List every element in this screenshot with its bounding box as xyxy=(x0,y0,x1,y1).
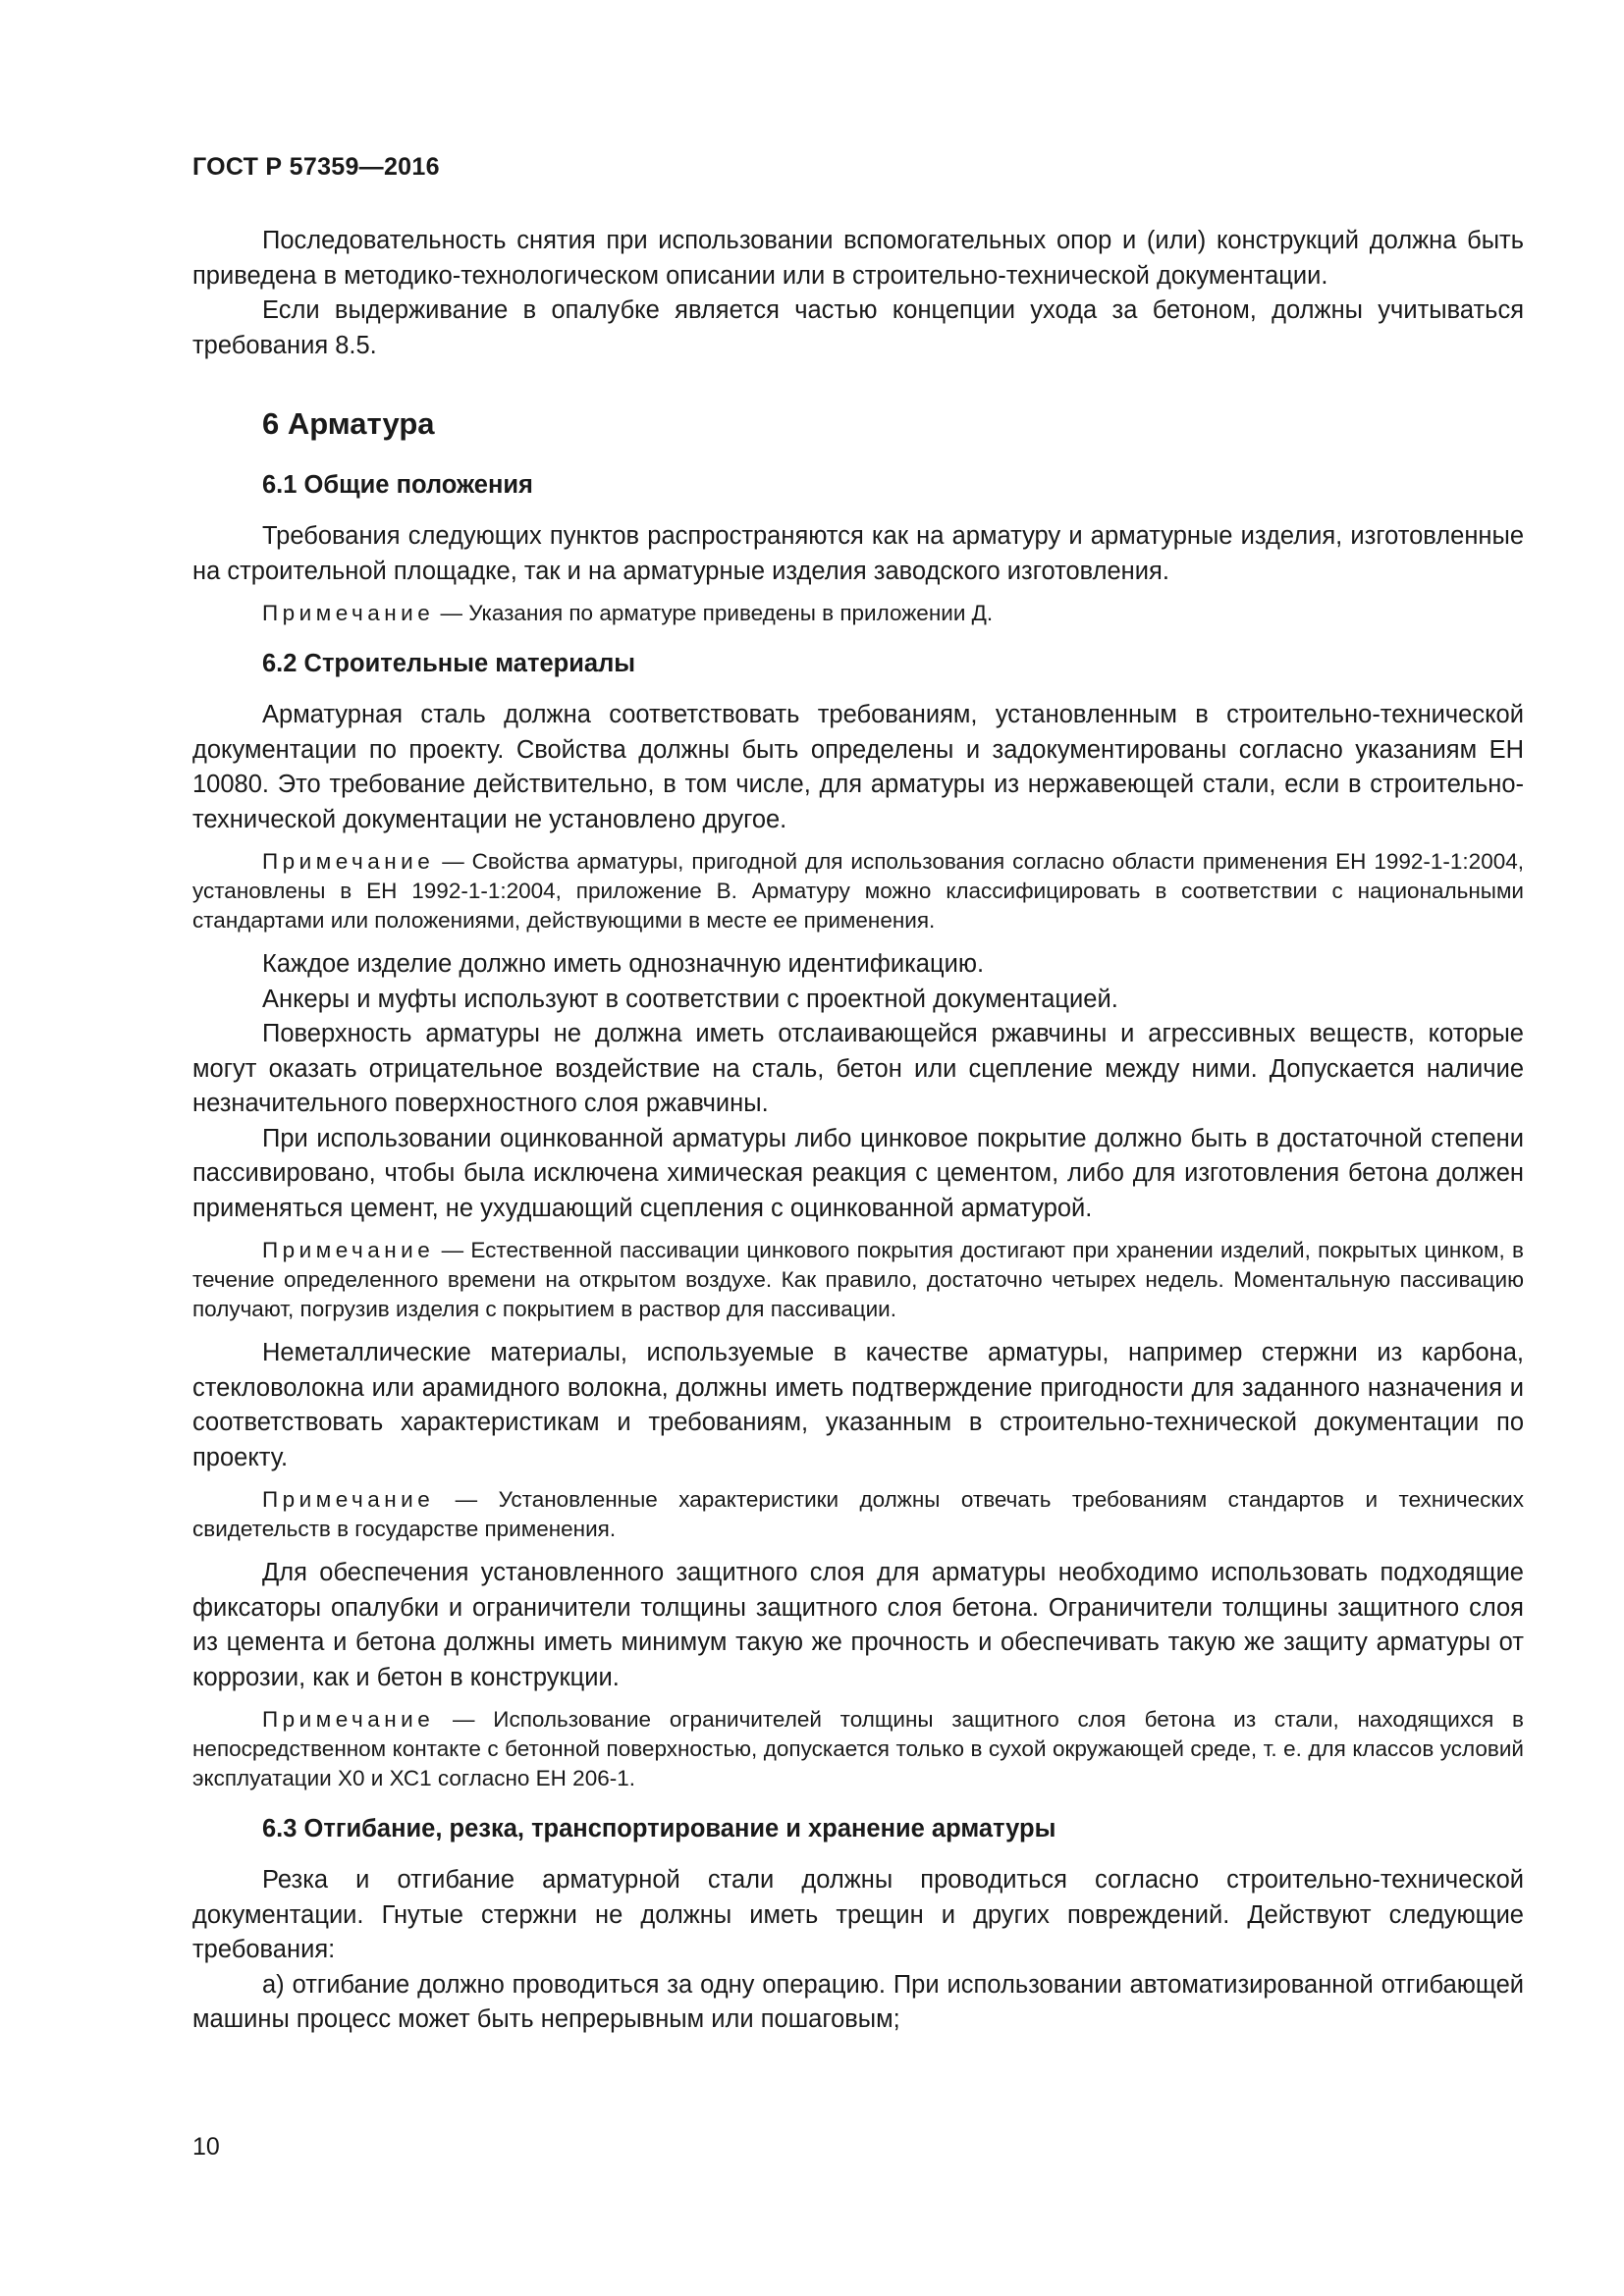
section-6-3-item-a: а) отгибание должно проводиться за одну операцию. При использовании автоматизированной отгибающей машины процесс может быть непрерывным или пошаговым; xyxy=(192,1970,1524,2033)
section-6-2-paragraph-5: При использовании оцинкованной арматуры либо цинковое покрытие должно быть в достаточной степени пассивировано, чтобы была исключена химическая реакция с цементом, либо для изготовления бетона должен применяться цемент, не ухудшающий сцепления с оцинкованной арматурой. xyxy=(192,1124,1524,1222)
section-6-2-note-4 xyxy=(192,1705,1524,1793)
section-6-1-note xyxy=(192,599,1524,628)
note-label: Примечание xyxy=(262,849,435,874)
note-label: Примечание xyxy=(262,1487,435,1512)
document-code-header: ГОСТ Р 57359—2016 xyxy=(192,153,440,181)
section-6-2-paragraph-3: Анкеры и муфты используют в соответствии с проектной документацией. xyxy=(262,985,1118,1013)
section-6-2-heading: 6.2 Строительные материалы xyxy=(262,650,636,677)
section-6-2-note-3 xyxy=(192,1485,1524,1544)
document-body xyxy=(192,224,1524,2038)
section-6-2-note-1 xyxy=(192,847,1524,935)
section-6-heading: 6 Арматура xyxy=(262,406,435,441)
section-6-2-note-2 xyxy=(192,1236,1524,1324)
note-label: Примечание xyxy=(262,601,435,625)
section-6-1-heading: 6.1 Общие положения xyxy=(262,471,533,499)
note-label: Примечание xyxy=(262,1238,435,1262)
section-6-1-paragraph: Требования следующих пунктов распространяются как на арматуру и арматурные изделия, изготовленные на строительной площадке, так и на арматурные изделия заводского изготовления. xyxy=(192,522,1524,585)
note-text: — Указания по арматуре приведены в приложении Д. xyxy=(434,601,994,625)
note-text: — Свойства арматуры, пригодной для использования согласно области применения ЕН 1992-1-1:2004, установлены в ЕН 1992-1-1:2004, приложение В. Арматуру можно классифицировать в соответствии с национальными стандартами или положениями, действующими в месте ее применения. xyxy=(192,849,1524,933)
section-6-3-paragraph-1: Резка и отгибание арматурной стали должны проводиться согласно строительно-технической документации. Гнутые стержни не должны иметь трещин и других повреждений. Действуют следующие требования: xyxy=(192,1866,1524,1963)
section-6-3-heading: 6.3 Отгибание, резка, транспортирование и хранение арматуры xyxy=(262,1815,1056,1842)
note-text: — Установленные характеристики должны отвечать требованиям стандартов и технических свидетельств в государстве применения. xyxy=(192,1487,1524,1541)
page-number: 10 xyxy=(192,2133,220,2161)
section-6-2-paragraph-2: Каждое изделие должно иметь однозначную идентификацию. xyxy=(262,950,985,978)
note-text: — Естественной пассивации цинкового покрытия достигают при хранении изделий, покрытых цинком, в течение определенного времени на открытом воздухе. Как правило, достаточно четырех недель. Моментальную пассивацию получают, погрузив изделия с покрытием в раствор для пассивации. xyxy=(192,1238,1524,1321)
section-6-2-paragraph-1: Арматурная сталь должна соответствовать требованиям, установленным в строительно-технической документации по проекту. Свойства должны быть определены и задокументированы согласно указаниям ЕН 10080. Это требование действительно, в том числе, для арматуры из нержавеющей стали, если в строительно-технической документации не установлено другое. xyxy=(192,701,1524,833)
section-6-2-paragraph-6: Неметаллические материалы, используемые в качестве арматуры, например стержни из карбона, стекловолокна или арамидного волокна, должны иметь подтверждение пригодности для заданного назначения и соответствовать характеристикам и требованиям, указанным в строительно-технической документации по проекту. xyxy=(192,1339,1524,1471)
note-text: — Использование ограничителей толщины защитного слоя бетона из стали, находящихся в непосредственном контакте с бетонной поверхностью, допускается только в сухой окружающей среде, т. е. для классов условий эксплуатации Х0 и ХС1 согласно ЕН 206-1. xyxy=(192,1707,1524,1790)
note-label: Примечание xyxy=(262,1707,435,1732)
section-6-2-paragraph-7: Для обеспечения установленного защитного слоя для арматуры необходимо использовать подходящие фиксаторы опалубки и ограничители толщины защитного слоя бетона. Ограничители толщины защитного слоя из цемента и бетона должны иметь минимум такую же прочность и обеспечивать такую же защиту арматуры от коррозии, как и бетон в конструкции. xyxy=(192,1559,1524,1691)
intro-paragraph-2: Если выдерживание в опалубке является частью концепции ухода за бетоном, должны учитываться требования 8.5. xyxy=(192,296,1524,359)
section-6-2-paragraph-4: Поверхность арматуры не должна иметь отслаивающейся ржавчины и агрессивных веществ, которые могут оказать отрицательное воздействие на сталь, бетон или сцепление между ними. Допускается наличие незначительного поверхностного слоя ржавчины. xyxy=(192,1020,1524,1117)
intro-paragraph-1: Последовательность снятия при использовании вспомогательных опор и (или) конструкций должна быть приведена в методико-технологическом описании или в строительно-технической документации. xyxy=(192,227,1524,290)
